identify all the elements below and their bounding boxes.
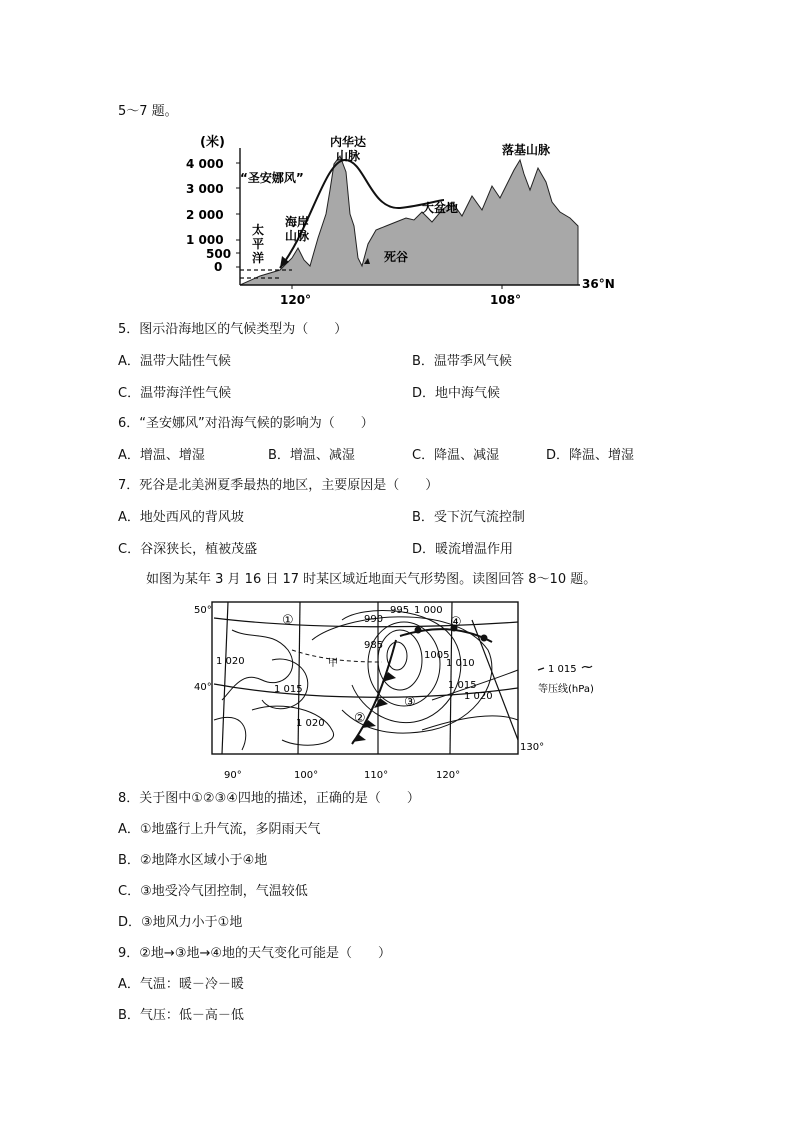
option-text: A．气温：暖－冷－暖 <box>118 977 244 992</box>
x-tick-label: 36°N <box>582 277 615 291</box>
isobar-label: 990 <box>364 614 384 625</box>
question-stem: 5．图示沿海地区的气候类型为（ ） <box>118 322 348 337</box>
isobar-label: 1 010 <box>446 658 475 669</box>
rocky-label: 落基山脉 <box>502 143 551 157</box>
option-text: D．降温、增湿 <box>546 448 635 463</box>
isobar-label: 1005 <box>424 650 450 661</box>
isobar-label: 1 000 <box>414 605 443 616</box>
y-tick-label: 500 <box>206 247 232 261</box>
option-text: D．③地风力小于①地 <box>118 915 243 930</box>
lon-label: 110° <box>364 770 389 781</box>
santa-ana-label: “圣安娜风” <box>240 171 304 185</box>
y-tick-label: 4 000 <box>186 157 224 171</box>
point-label: ③ <box>404 695 416 710</box>
pacific-label-2: 平 <box>252 237 265 251</box>
option-text: B．温带季风气候 <box>412 354 512 369</box>
y-tick-label: 1 000 <box>186 233 224 247</box>
y-tick-label: 0 <box>214 260 223 274</box>
lat-label: 50° <box>194 605 212 616</box>
option-text: B．增温、减湿 <box>268 448 355 463</box>
isobar-label: 1 020 <box>216 656 245 667</box>
lat-label: 40° <box>194 682 212 693</box>
lon-label: 130° <box>520 742 545 753</box>
y-tick-label: 3 000 <box>186 182 224 196</box>
lon-label: 100° <box>294 770 319 781</box>
question-stem: 8．关于图中①②③④四地的描述，正确的是（ ） <box>118 791 420 806</box>
option-text: B．受下沉气流控制 <box>412 510 525 525</box>
y-unit: (米) <box>200 135 225 150</box>
basin-label: 大盆地 <box>422 201 459 215</box>
option-text: C．温带海洋性气候 <box>118 386 232 401</box>
question-stem: 6．“圣安娜风”对沿海气候的影响为（ ） <box>118 416 374 431</box>
isobar-label: 985 <box>364 640 384 651</box>
option-text: C．③地受冷气团控制，气温较低 <box>118 884 308 899</box>
option-text: C．降温、减湿 <box>412 448 500 463</box>
lon-label: 120° <box>436 770 461 781</box>
y-tick-label: 2 000 <box>186 208 224 222</box>
intro-text-2: 如图为某年 3 月 16 日 17 时某区域近地面天气形势图。读图回答 8～10 题。 <box>146 572 597 587</box>
x-tick-label: 108° <box>490 293 522 307</box>
weather-map-figure <box>192 600 612 782</box>
option-text: D．暖流增温作用 <box>412 542 514 557</box>
legend-value: 1 015 <box>548 664 577 675</box>
isobar-label: 1 020 <box>296 718 325 729</box>
place-label: 甲 <box>328 658 338 669</box>
option-text: B．气压：低－高－低 <box>118 1008 244 1023</box>
point-label: ④ <box>450 615 462 630</box>
point-label: ① <box>282 613 294 628</box>
option-text: C．谷深狭长，植被茂盛 <box>118 542 258 557</box>
nevada-label-1: 内华达 <box>330 135 367 149</box>
point-label: ② <box>354 711 366 726</box>
pacific-label-1: 太 <box>252 223 265 237</box>
death-valley-label: 死谷 <box>384 250 409 264</box>
option-text: D．地中海气候 <box>412 386 501 401</box>
lon-label: 90° <box>224 770 242 781</box>
question-stem: 7．死谷是北美洲夏季最热的地区，主要原因是（ ） <box>118 478 439 493</box>
legend-text: 等压线(hPa) <box>538 684 594 695</box>
intro-text: 5～7 题。 <box>118 104 178 119</box>
coast-label-2: 山脉 <box>285 229 310 243</box>
pacific-label-3: 洋 <box>252 251 265 265</box>
option-text: A．地处西风的背风坡 <box>118 510 244 525</box>
x-tick-label: 120° <box>280 293 312 307</box>
isobar-label: 995 <box>390 605 410 616</box>
option-text: A．①地盛行上升气流，多阴雨天气 <box>118 822 321 837</box>
coast-label-1: 海岸 <box>285 215 310 229</box>
isobar-label: 1 015 <box>448 680 477 691</box>
option-text: A．增温、增湿 <box>118 448 205 463</box>
option-text: A．温带大陆性气候 <box>118 354 231 369</box>
option-text: B．②地降水区域小于④地 <box>118 853 268 868</box>
question-stem: 9．②地→③地→④地的天气变化可能是（ ） <box>118 946 392 961</box>
terrain-profile-figure <box>186 130 615 307</box>
isobar-label: 1 015 <box>274 684 303 695</box>
isobar-label: 1 020 <box>464 691 493 702</box>
nevada-label-2: 山脉 <box>336 149 361 163</box>
